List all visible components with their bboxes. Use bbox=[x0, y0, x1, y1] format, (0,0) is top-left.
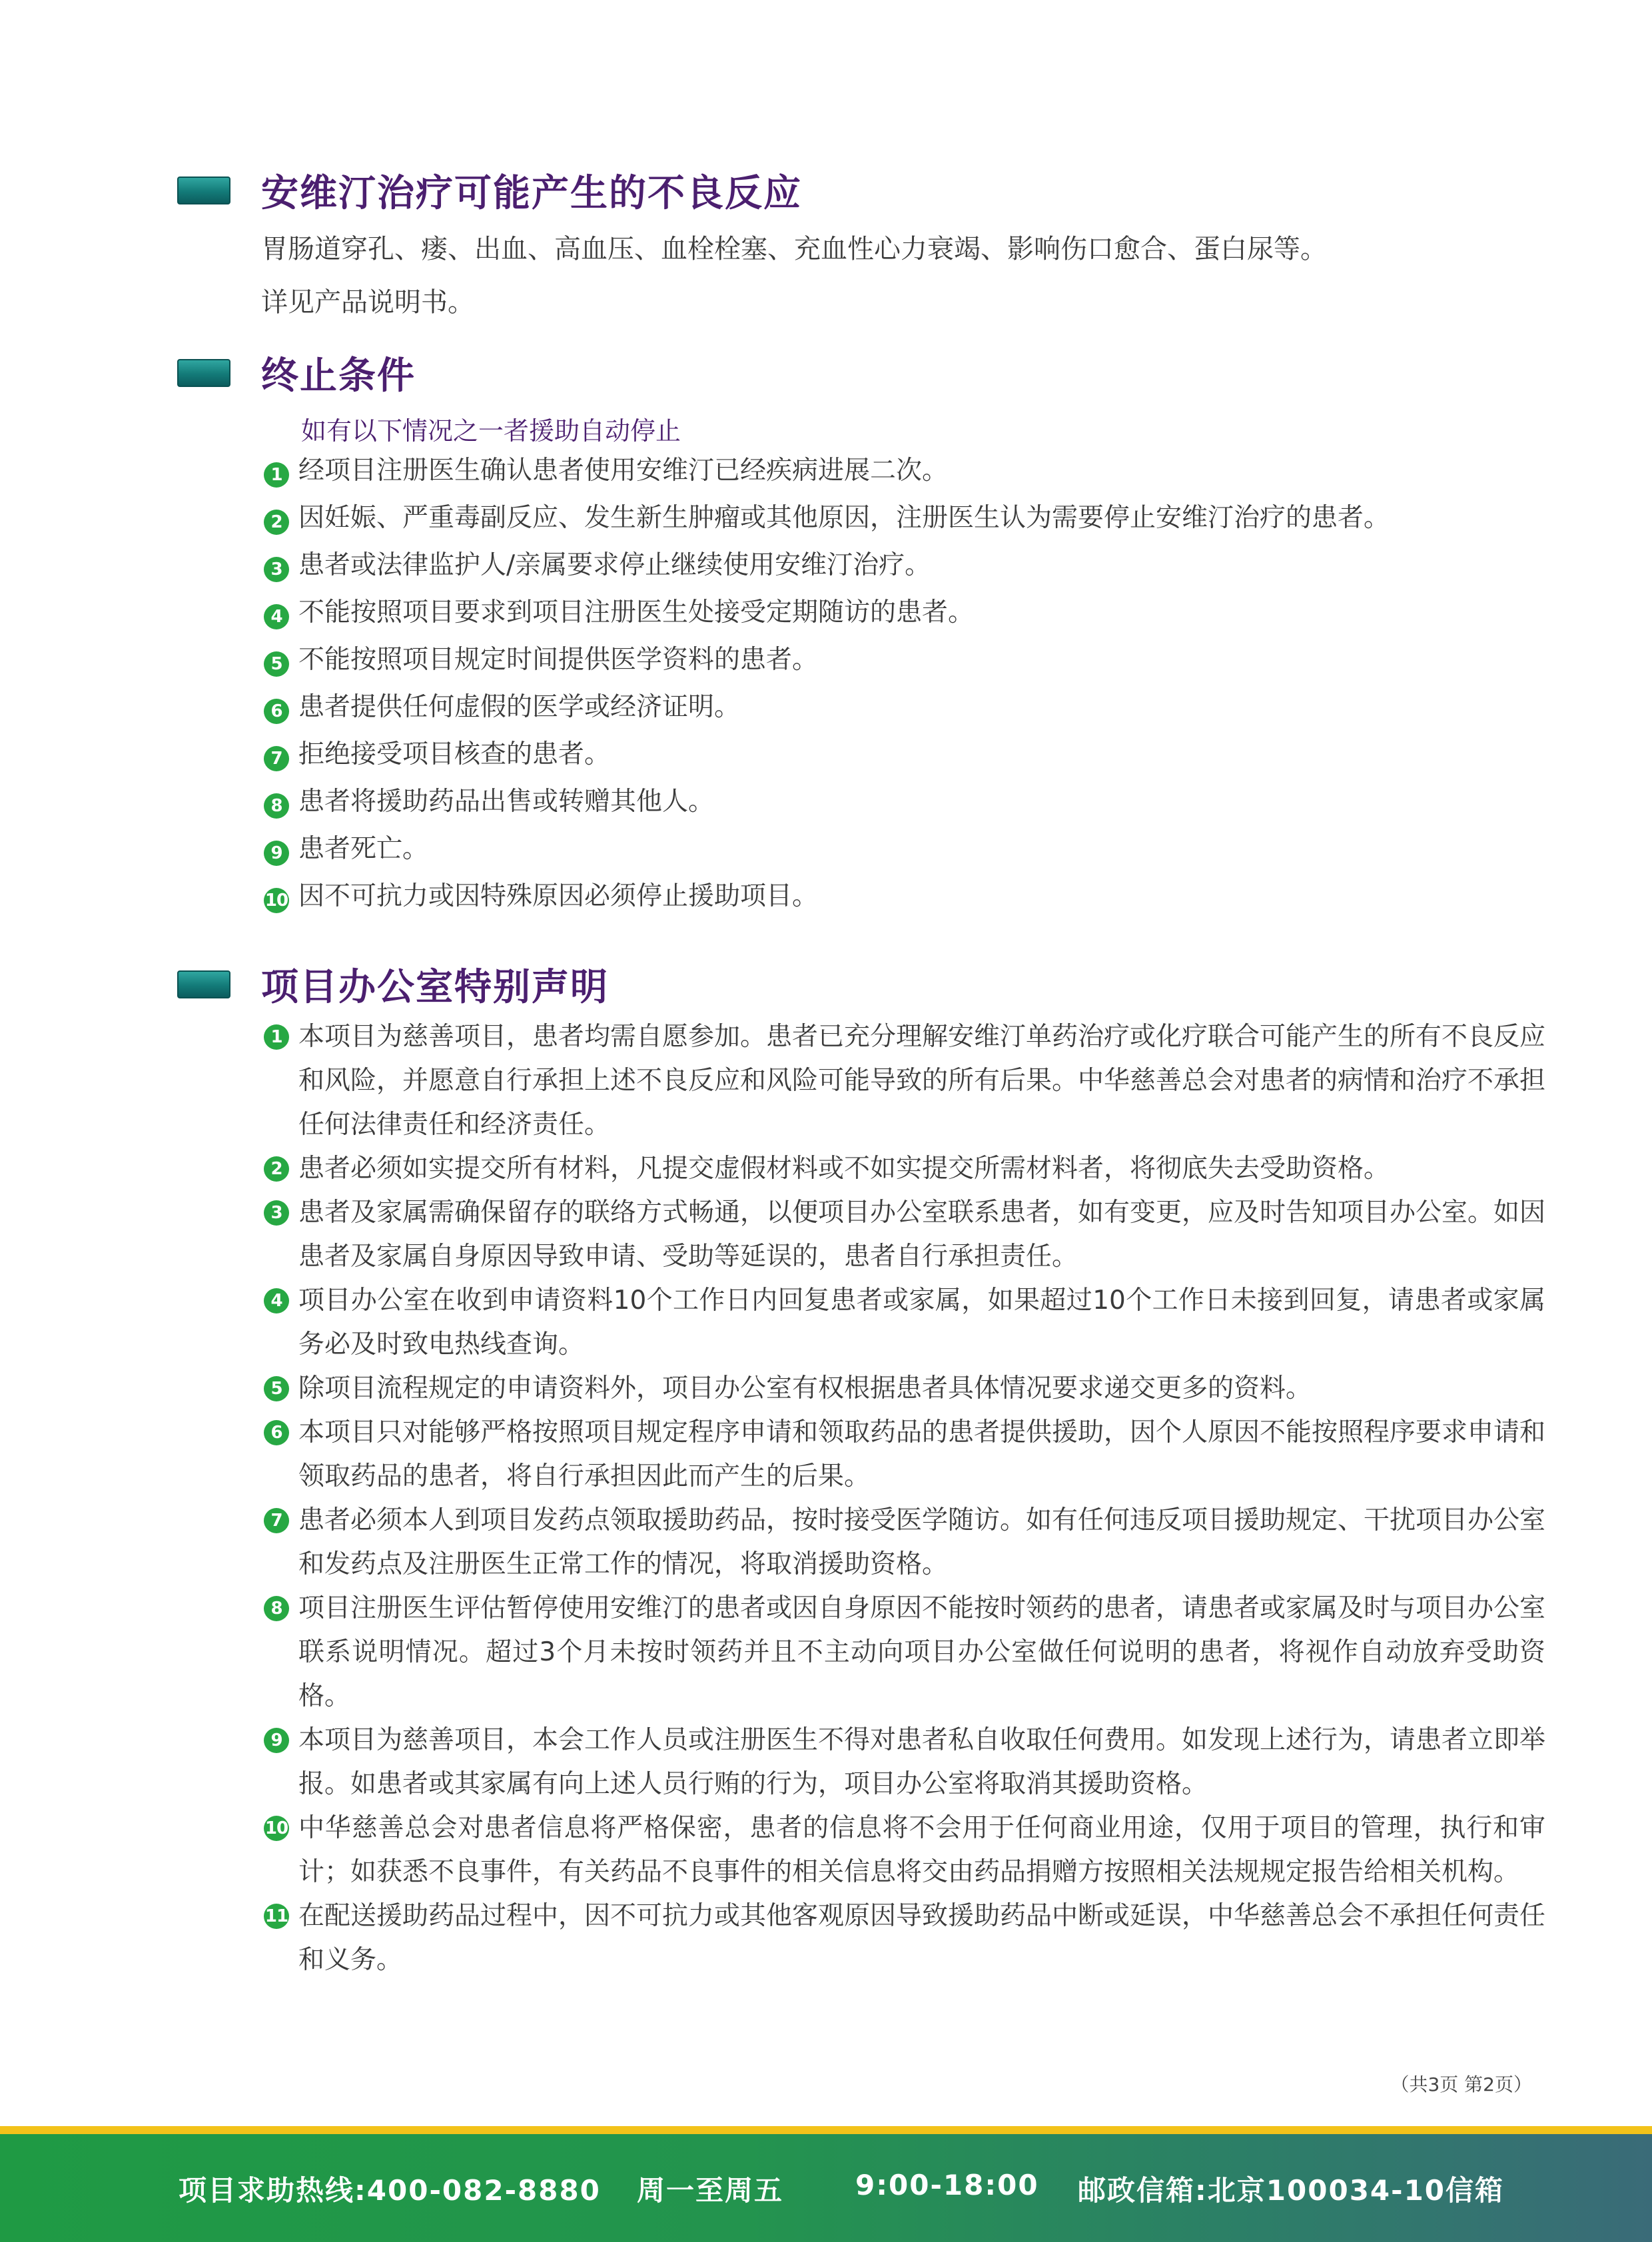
declaration-item bbox=[264, 1499, 1545, 1587]
termination-item bbox=[264, 688, 1545, 735]
number-badge-icon: 10 bbox=[264, 1816, 289, 1841]
number-badge-icon: 8 bbox=[264, 1596, 289, 1621]
number-badge-icon: 4 bbox=[264, 604, 289, 629]
section-bar-icon bbox=[177, 970, 230, 998]
termination-item-text: 患者或法律监护人/亲属要求停止继续使用安维汀治疗。 bbox=[298, 550, 931, 580]
termination-item-text: 患者提供任何虚假的医学或经济证明。 bbox=[298, 692, 741, 722]
declaration-item-text: 患者及家属需确保留存的联络方式畅通，以便项目办公室联系患者，如有变更，应及时告知项目办公室。如因患者及家属自身原因导致申请、受助等延误的，患者自行承担责任。 bbox=[298, 1198, 1546, 1272]
declaration-item bbox=[264, 1806, 1545, 1894]
number-badge-icon: 3 bbox=[264, 557, 289, 582]
number-badge-icon: 11 bbox=[264, 1904, 289, 1929]
number-badge-icon: 3 bbox=[264, 1200, 289, 1226]
termination-item bbox=[264, 546, 1545, 593]
declaration-item bbox=[264, 1191, 1545, 1279]
adverse-text-line2: 详见产品说明书。 bbox=[261, 287, 474, 318]
declaration-item-text: 中华慈善总会对患者信息将严格保密，患者的信息将不会用于任何商业用途，仅用于项目的管理，执行和审计；如获悉不良事件，有关药品不良事件的相关信息将交由药品捐赠方按照相关法规规定报告给相关机构。 bbox=[298, 1813, 1545, 1887]
termination-list bbox=[264, 452, 1545, 925]
termination-item bbox=[264, 783, 1545, 830]
declaration-item-text: 本项目只对能够严格按照项目规定程序申请和领取药品的患者提供援助，因个人原因不能按照程序要求申请和领取药品的患者，将自行承担因此而产生的后果。 bbox=[298, 1417, 1546, 1491]
page-indicator: （共3页 第2页） bbox=[1390, 2073, 1532, 2095]
declaration-item bbox=[264, 1279, 1545, 1367]
number-badge-icon: 5 bbox=[264, 651, 289, 677]
declaration-item bbox=[264, 1411, 1545, 1499]
section-bar-icon bbox=[177, 177, 230, 204]
declaration-item bbox=[264, 1894, 1545, 1982]
declaration-item-text: 患者必须如实提交所有材料，凡提交虚假材料或不如实提交所需材料者，将彻底失去受助资格。 bbox=[298, 1154, 1390, 1184]
termination-item-text: 不能按照项目规定时间提供医学资料的患者。 bbox=[298, 645, 819, 675]
declaration-item-text: 项目办公室在收到申请资料10个工作日内回复患者或家属，如果超过10个工作日未接到回复，请患者或家属务必及时致电热线查询。 bbox=[298, 1286, 1545, 1359]
footer-mailbox: 邮政信箱:北京100034-10信箱 bbox=[1078, 2174, 1505, 2207]
declaration-item-text: 本项目为慈善项目，本会工作人员或注册医生不得对患者私自收取任何费用。如发现上述行为，请患者立即举报。如患者或其家属有向上述人员行贿的行为，项目办公室将取消其援助资格。 bbox=[298, 1725, 1546, 1799]
termination-item bbox=[264, 499, 1545, 546]
termination-item bbox=[264, 641, 1545, 688]
number-badge-icon: 2 bbox=[264, 1156, 289, 1182]
number-badge-icon: 10 bbox=[264, 888, 289, 913]
declaration-item-text: 患者必须本人到项目发药点领取援助药品，按时接受医学随访。如有任何违反项目援助规定、干扰项目办公室和发药点及注册医生正常工作的情况，将取消援助资格。 bbox=[298, 1505, 1546, 1579]
footer-hotline: 项目求助热线:400-082-8880 bbox=[179, 2174, 601, 2207]
termination-item-text: 因不可抗力或因特殊原因必须停止援助项目。 bbox=[298, 881, 819, 911]
termination-item bbox=[264, 735, 1545, 783]
section-bar-icon bbox=[177, 359, 230, 387]
number-badge-icon: 7 bbox=[264, 1508, 289, 1533]
termination-item bbox=[264, 452, 1545, 499]
termination-item-text: 患者死亡。 bbox=[298, 834, 429, 864]
termination-item-text: 因妊娠、严重毒副反应、发生新生肿瘤或其他原因，注册医生认为需要停止安维汀治疗的患者。 bbox=[298, 503, 1390, 533]
section-title-termination: 终止条件 bbox=[261, 354, 416, 398]
declaration-item bbox=[264, 1587, 1545, 1718]
number-badge-icon: 9 bbox=[264, 1728, 289, 1753]
declaration-item-text: 在配送援助药品过程中，因不可抗力或其他客观原因导致援助药品中断或延误，中华慈善总会不承担任何责任和义务。 bbox=[298, 1901, 1546, 1975]
number-badge-icon: 2 bbox=[264, 510, 289, 535]
section-adverse-header bbox=[177, 164, 802, 217]
declaration-item bbox=[264, 1147, 1545, 1191]
number-badge-icon: 7 bbox=[264, 746, 289, 771]
number-badge-icon: 9 bbox=[264, 841, 289, 866]
termination-item-text: 经项目注册医生确认患者使用安维汀已经疾病进展二次。 bbox=[298, 456, 949, 486]
number-badge-icon: 5 bbox=[264, 1376, 289, 1401]
number-badge-icon: 4 bbox=[264, 1288, 289, 1313]
declaration-item bbox=[264, 1718, 1545, 1806]
section-title-adverse: 安维汀治疗可能产生的不良反应 bbox=[261, 172, 802, 215]
termination-subtitle: 如有以下情况之一者援助自动停止 bbox=[301, 416, 681, 446]
number-badge-icon: 1 bbox=[264, 1024, 289, 1050]
number-badge-icon: 8 bbox=[264, 793, 289, 819]
declaration-item-text: 项目注册医生评估暂停使用安维汀的患者或因自身原因不能按时领药的患者，请患者或家属及时与项目办公室联系说明情况。超过3个月未按时领药并且不主动向项目办公室做任何说明的患者，将视作自动放弃受助资格。 bbox=[298, 1593, 1546, 1711]
declaration-item-text: 除项目流程规定的申请资料外，项目办公室有权根据患者具体情况要求递交更多的资料。 bbox=[298, 1373, 1312, 1403]
footer-days: 周一至周五 bbox=[637, 2174, 784, 2207]
declaration-item-text: 本项目为慈善项目，患者均需自愿参加。患者已充分理解安维汀单药治疗或化疗联合可能产生的所有不良反应和风险，并愿意自行承担上述不良反应和风险可能导致的所有后果。中华慈善总会对患者的病情和治疗不承担任何法律责任和经济责任。 bbox=[298, 1022, 1546, 1140]
termination-item-text: 不能按照项目要求到项目注册医生处接受定期随访的患者。 bbox=[298, 597, 975, 627]
number-badge-icon: 6 bbox=[264, 699, 289, 724]
declaration-item bbox=[264, 1015, 1545, 1147]
termination-item bbox=[264, 877, 1545, 925]
declaration-list bbox=[264, 1015, 1545, 1982]
section-declaration-header bbox=[177, 958, 609, 1011]
declaration-item bbox=[264, 1367, 1545, 1411]
number-badge-icon: 6 bbox=[264, 1420, 289, 1445]
termination-item bbox=[264, 830, 1545, 877]
section-title-declaration: 项目办公室特别声明 bbox=[261, 966, 609, 1009]
termination-item bbox=[264, 593, 1545, 641]
termination-item-text: 拒绝接受项目核查的患者。 bbox=[298, 739, 611, 769]
section-termination-header bbox=[177, 346, 416, 400]
footer-hours: 9:00-18:00 bbox=[855, 2169, 1039, 2201]
footer-accent-line bbox=[0, 2126, 1652, 2134]
footer-bar bbox=[0, 2134, 1652, 2242]
number-badge-icon: 1 bbox=[264, 462, 289, 488]
adverse-text-line1: 胃肠道穿孔、瘘、出血、高血压、血栓栓塞、充血性心力衰竭、影响伤口愈合、蛋白尿等。 bbox=[261, 234, 1327, 264]
termination-item-text: 患者将援助药品出售或转赠其他人。 bbox=[298, 787, 715, 817]
